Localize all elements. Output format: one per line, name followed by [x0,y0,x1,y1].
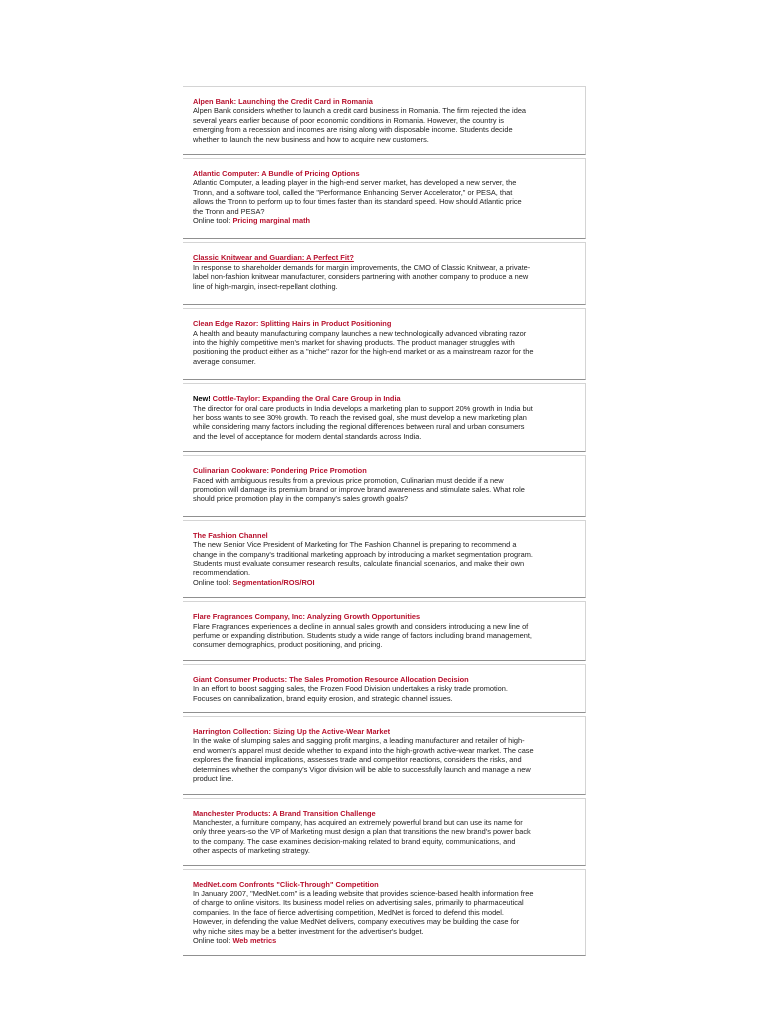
case-description-line: In the wake of slumping sales and sagging profit margins, a leading manufacturer and retailer of high- [193,736,525,746]
case-description [193,736,575,783]
case-description-line: average consumer. [193,356,256,366]
case-description-line: In response to shareholder demands for margin improvements, the CMO of Classic Knitwear, a private- [193,262,531,272]
case-block [183,158,586,239]
case-description [193,178,575,216]
case-title[interactable] [193,727,575,736]
case-description-line: of charge to online visitors. Its business model relies on advertising sales, primarily to pharmaceutical [193,898,524,908]
case-description-line: consumer demographics, product positioning, and pricing. [193,640,383,650]
case-description-line: determines whether the company's Vigor division will be able to successfully launch and manage a new [193,764,531,774]
case-description [193,106,575,144]
case-description-line: only three years-so the VP of Marketing must design a plan that transitions the new brand's power back [193,827,531,837]
case-description-line: Faced with ambiguous results from a previous price promotion, Culinarian must decide if a new [193,475,504,485]
case-description-line: A health and beauty manufacturing company launches a new technologically advanced vibrating razor [193,328,527,338]
case-description [193,622,575,650]
case-description-line: should price promotion play in the company's sales growth goals? [193,494,409,504]
online-tool-prefix: Online tool: [193,577,233,587]
case-description-line: The new Senior Vice President of Marketing for The Fashion Channel is preparing to recommend a [193,540,517,550]
case-description-line: Flare Fragrances experiences a decline in annual sales growth and considers introducing a new line of [193,621,529,631]
case-block [183,798,586,866]
case-description [193,329,575,367]
online-tool-line [193,936,575,945]
case-title[interactable] [193,809,575,818]
case-description-line: The director for oral care products in India develops a marketing plan to support 20% growth in India but [193,403,533,413]
case-description-line: line of high-margin, insect-repellant clothing. [193,281,338,291]
case-description-line: Manchester, a furniture company, has acquired an extremely powerful brand but can use its name for [193,817,523,827]
case-title[interactable] [193,531,575,540]
case-description-line: In January 2007, "MedNet.com" is a leading website that provides science-based health information free [193,888,534,898]
case-block [183,383,586,452]
case-block [183,869,586,957]
case-description-line: and the level of acceptance for modern dental standards across India. [193,431,422,441]
case-description-line: her boss wants to see 30% growth. To reach the revised goal, she must develop a new marketing plan [193,412,527,422]
case-title-text[interactable]: Atlantic Computer: A Bundle of Pricing Options [193,169,360,179]
case-description-line: In an effort to boost sagging sales, the Frozen Food Division undertakes a risky trade promotion. [193,684,508,694]
case-description [193,889,575,936]
case-description-line: Focuses on cannibalization, brand equity erosion, and strategic channel issues. [193,693,453,703]
case-description-line: to the company. The case examines decision-making related to brand equity, communications, and [193,836,516,846]
case-description-line: several years earlier because of poor economic conditions in Romania. However, the country is [193,115,504,125]
case-title[interactable] [193,466,575,475]
case-description-line: whether to launch the new business and how to acquire new customers. [193,134,429,144]
case-title[interactable] [193,169,575,178]
case-description-line: explores the financial implications, assesses trade and competitor reactions, considers the risks, and [193,755,522,765]
case-title[interactable] [193,97,575,106]
case-description-line: However, in defending the value MedNet delivers, company executives may be building the case for [193,917,520,927]
case-title-text[interactable]: Flare Fragrances Company, Inc: Analyzing Growth Opportunities [193,612,421,622]
case-description [193,404,575,442]
case-block [183,601,586,661]
case-description-line: the Tronn and PESA? [193,206,265,216]
case-description-line: other aspects of marketing strategy. [193,846,310,856]
case-title[interactable] [193,675,575,684]
case-description-line: perfume or expanding distribution. Students study a wide range of factors including brand management, [193,631,532,641]
case-title[interactable] [193,394,575,403]
case-description [193,263,575,291]
case-title-text[interactable]: Cottle-Taylor: Expanding the Oral Care Group in India [212,394,401,404]
online-tool-line [193,578,575,587]
case-title-text[interactable]: The Fashion Channel [193,530,268,540]
case-title-text[interactable]: Clean Edge Razor: Splitting Hairs in Product Positioning [193,319,392,329]
case-block [183,308,586,380]
case-description-line: into the highly competitive men's market for shaving products. The product manager struggles with [193,337,515,347]
case-description [193,540,575,578]
online-tool-prefix: Online tool: [193,216,233,226]
case-description-line: while considering many factors including the regional differences between rural and urban consumers [193,422,525,432]
case-description-line: Tronn, and a software tool, called the "Performance Enhancing Server Accelerator," or PESA, that [193,187,513,197]
case-title-text[interactable]: Classic Knitwear and Guardian: A Perfect Fit? [193,253,354,263]
online-tool-link[interactable]: Pricing marginal math [232,216,311,226]
case-title[interactable] [193,253,575,262]
online-tool-link[interactable]: Segmentation/ROS/ROI [232,577,315,587]
case-description-line: allows the Tronn to perform up to four times faster than its standard speed. How should Atlantic price [193,197,522,207]
online-tool-prefix: Online tool: [193,935,233,945]
case-block [183,86,586,155]
case-description-line: product line. [193,774,234,784]
case-block [183,716,586,794]
case-title[interactable] [193,880,575,889]
case-title-text[interactable]: Culinarian Cookware: Pondering Price Promotion [193,466,367,476]
online-tool-link[interactable]: Web metrics [232,935,277,945]
case-description-line: recommendation. [193,568,251,578]
case-title-text[interactable]: Giant Consumer Products: The Sales Promotion Resource Allocation Decision [193,674,469,684]
case-title-text[interactable]: Alpen Bank: Launching the Credit Card in Romania [193,97,373,106]
case-block [183,664,586,713]
case-description-line: Students must evaluate consumer research results, calculate financial scenarios, and make their own [193,559,525,568]
case-block [183,242,586,305]
case-block [183,455,586,517]
case-list [183,86,586,959]
case-description-line: positioning the product either as a "niche" razor for the high-end market or as a mainstream razor for the [193,347,534,357]
case-title-text[interactable]: Harrington Collection: Sizing Up the Active-Wear Market [193,727,391,737]
case-title-text[interactable]: Manchester Products: A Brand Transition Challenge [193,808,376,818]
case-description-line: emerging from a recession and incomes are rising along with disposable income. Students decide [193,125,513,135]
case-description [193,684,575,703]
case-description-line: Atlantic Computer, a leading player in the high-end server market, has developed a new server, the [193,178,517,188]
case-description-line: promotion will damage its premium brand or improve brand awareness and stimulate sales. What role [193,484,525,494]
case-description-line: Alpen Bank considers whether to launch a credit card business in Romania. The firm rejected the idea [193,106,527,116]
case-description-line: why niche sites may be a better investment for the advertiser's budget. [193,926,424,936]
case-description-line: end women's apparel must decide whether to expand into the high-growth active-wear market. The case [193,745,534,755]
case-description-line: companies. In the face of fierce advertising competition, MedNet is forced to defend this model. [193,907,504,917]
case-description [193,818,575,856]
new-badge: New! [193,394,211,404]
case-description-line: change in the company's traditional marketing approach by introducing a market segmentation program. [193,549,533,559]
case-title-text[interactable]: MedNet.com Confronts "Click-Through" Competition [193,879,379,889]
case-title[interactable] [193,319,575,328]
case-description-line: label non-fashion knitwear manufacturer, considers partnering with another company to produce a new [193,272,529,282]
case-title[interactable] [193,612,575,621]
case-description [193,476,575,504]
online-tool-line [193,216,575,225]
case-block [183,520,586,598]
